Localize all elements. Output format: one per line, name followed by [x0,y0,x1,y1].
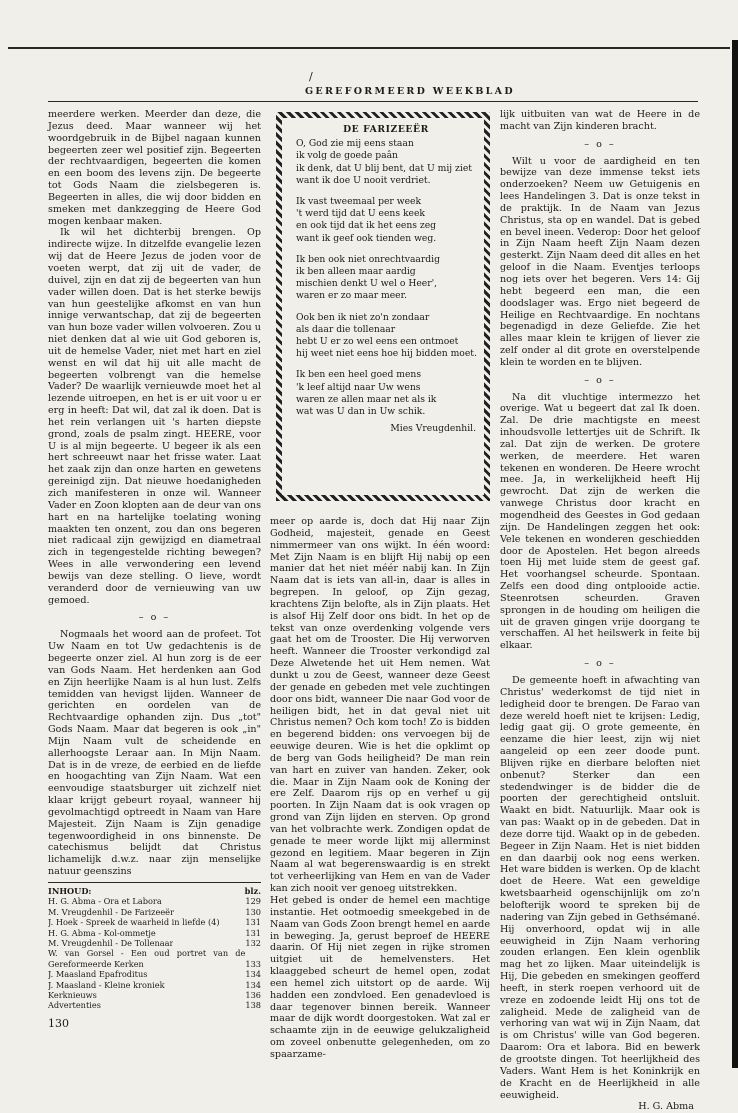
poem-line: ik ben alleen maar aardig [296,266,416,278]
paragraph: meerdere werken. Meerder dan deze, die Jezus deed. Maar wanneer wij het woordgebruik in de Bijbel nagaan kunnen begeerten zeer wel positief zijn. Begeerten der rechtvaardigen, begeerten die komen en een boom des levens zijn. De begeerte tot Gods Naam die zielsbegeren is. Begeerten in alles, die wij door bidden en smeken met dankzegging de Heere God mogen kenbaar maken. [48,109,261,227]
paragraph: Nogmaals het woord aan de profeet. Tot Uw Naam en tot Uw gedachtenis is de begeerte onzer ziel. Al hun zorg is de eer van Gods Naam. Het herdenken aan God en Zijn heerlijke Naam is al hun lust. Zelfs temidden van hevigst lijden. Wanneer de gerichten en oordelen van de Rechtvaardige ophanden zijn. Dus „tot" Gods Naam. Maar dat begeren is ook „in" Mijn Naam vult de scheidende en allerhoogste Leraar aan. In Mijn Naam. Dat is in de vreze, de eerbied en de liefde en hoogachting van Zijn Naam. Wat een eenvoudige staatsburger uit zichzelf niet klaar krijgt gebeurt royaal, wanneer hij gevolmachtigd optreedt in Naam van Hare Majesteit. Zijn Naam is Zijn genadige tegenwoordigheid in ons binnenste. De catechismus belijdt dat Christus lichamelijk d.w.z. naar zijn menselijke natuur geenszins [48,629,261,878]
poem-line: Ik ben een heel goed mens [296,369,422,381]
poem-line: 'k leef altijd naar Uw wens [296,381,421,393]
toc-page: 134 [245,969,261,980]
toc-page: 138 [245,1000,261,1011]
toc-row [48,980,261,990]
column-left [48,109,261,1011]
toc-title: M. Vreugdenhil - De Tollenaar [48,938,174,949]
header-mark: / [309,70,313,83]
poem-stanza [296,138,476,187]
paragraph: Ik wil het dichterbij brengen. Op indirecte wijze. In ditzelfde evangelie lezen wij dat de Heere Jezus de joden voor de voeten werpt, dat zij uit de vader, de duivel, zijn en dat zij de begeerten van hun vader willen doen. Dat is het sterke bewijs van hun geestelijke afkomst en van hun innige verwantschap, dat zij de begeerten van hun boze vader willen volvoeren. Zou u niet denken dat al wie uit God geboren is, uit de hemelse Vader, niet met hart en ziel wenst en wil dat hij uit alle macht de begeerten volbrengt van die hemelse Vader? De waarlijk vernieuwde moet het al lezende uitroepen, en het is er uit voor u er erg in heeft: Dat wil, dat zal ik doen. Dat is het rein verlangen uit 's harten diepste grond, zoals de psalm zingt. HEERE, voor U is al mijn begeerte. U begeer ik als een hert schreeuwt naar het frisse water. Laat het zaak zijn dan onze harten en gewetens gereinigd zijn. Dat nieuwe hoedanigheden zich manifesteren in onze wil. Wanneer Vader en Zoon klopten aan de deur van ons hart en na hartelijke toelating woning maakten ten onzent, zou dan ons begeren niet radicaal zijn gewijzigd en diametraal zich in tegengestelde richting bewegen? Wees in alle verwondering een levend bewijs van deze stelling. O lieve, wordt veranderd door de vernieuwing van uw gemoed. [48,227,261,606]
poem-line: want ik geef ook tienden weg. [296,232,437,244]
poem-line: want ik doe U nooit verdriet. [296,174,431,186]
poem-line: waren ze allen maar net als ik [296,393,437,405]
toc-title: H. G. Abma - Kol-ommetje [48,927,156,938]
toc-title: J. Maasland Epafroditus [48,969,148,980]
toc-row [48,907,261,917]
column-right [500,109,700,1113]
poem-line: 't werd tijd dat U eens keek [296,208,425,220]
poem-line: O, God zie mij eens staan [296,138,414,150]
section-separator: – o – [138,612,171,624]
toc-row [48,896,261,906]
page-edge [732,40,738,1068]
paragraph: Wilt u voor de aardigheid en ten bewijze van deze immense tekst iets onderzoeken? Neem uw Getuigenis en lees Handelingen 3. Dat is onze tekst in de praktijk. In de Naam van Jezus Christus, sta op en wandel. Dat is gebed en bevel ineen. Vederop: Door het geloof in Zijn Naam heeft Zijn Naam dezen gesterkt. Zijn Naam deed dit alles en het geloof in die Naam. Eventjes terloops nog iets over het begeren. Vers 14: Gij hebt begeerd een man, die een doodslager was. Ergo niet begeerd de Heilige en Rechtvaardige. En nochtans begenadigd in deze Geliefde. Zie het alles maar klein te krijgen of liever zie zelf onder al dit grote en overstelpende klein te worden en te blijven. [500,155,700,368]
toc-page: 130 [245,906,261,917]
paragraph: De gemeente hoeft in afwachting van Christus' wederkomst de tijd niet in ledigheid door te brengen. De Farao van deze wereld hoeft niet te krijsen: Ledig, ledig gaat gij. O grote gemeente, èn eenzame die hier leest, zijn wij niet aangeleid op een zeer doode punt. Blijven rijke en dierbare beloften niet onbenut? Sterker dan een stedendwinger is de bidder die de poorten der gerechtigheid ontsluit. Waakt en bidt. Natuurlijk. Maar ook is van pas: Waakt op in de gebeden. Dat in deze dorre tijd. Waakt op in de gebeden. Begeer in Zijn Naam. Het is niet bidden en dan daarbij ook nog eens werken. Het ware bidden is werken. Op de klacht doet de Heere. Wat een geweldige kwetsbaarheid ogenschijnlijk om zo'n belofterijk woord te spreken bij de nadering van Zijn gebed in Gethsémané. Hij onverhoord, opdat wij in alle eeuwigheid in Zijn Naam verhoring zouden erlangen. Een klein ogenblik mag het zo lijken. Maar uiteindelijk is Hij, Die gebeden en smekingen geofferd heeft, in sterk roepen verhoord uit de vreze en zodoende leidt Hij ons tot de zaligheid. Mede de zaligheid van de verhoring van wat wij in Zijn Naam, dat is om Christus' wille van God begeren. Daarom: Ora et labora. Bid en bewerk de grootste dingen. Tot heerlijkheid des Vaders. Want Hem is het Koninkrijk en de Kracht en de Heerlijkheid in alle eeuwigheid. [500,674,700,1101]
section-separator: – o – [584,658,616,670]
toc-row [48,1000,261,1010]
column-middle [270,516,490,1061]
poem-line: ik volg de goede paân [296,150,398,162]
toc-page: 131 [245,917,261,928]
header-rule [48,101,698,102]
paragraph: Na dit vluchtige intermezzo het overige. Wat u begeert dat zal Ik doen. Zal. De drie machtigste en meest inhoudsvolle lettertjes uit de Schrift. Ik zal. Dat zijn de werken. De grotere werken, de meerdere. Het waren tekenen en wonderen. De Heere wrocht mee. Ja, in werkelijkheid heeft Hij gewrocht. Dat zijn de werken die vanwege Christus door kracht en mogendheid des Geestes in God gedaan zijn. De Handelingen zeggen het ook: Vele tekenen en wonderen geschiedden door de Apostelen. Het begon alreeds toen Hij met luide stem de geest gaf. Het voorhangsel scheurde. Spontaan. Zelfs een dood ding ontplooide actie. Steenrotsen scheurden. Graven sprongen in de houding om heiligen die uit de graven gingen vrije doorgang te verschaffen. Al het heilswerk in feite bij elkaar. [500,391,700,652]
toc-title: J. Hoek - Spreek de waarheid in liefde (4) [48,917,220,928]
poem-line: als daar die tollenaar [296,323,396,335]
poem-stanza [296,312,476,361]
poem-line: waren er zo maar meer. [296,290,407,302]
toc-title: Advertenties [48,1000,101,1011]
poem-author: Mies Vreugdenhil. [390,423,476,435]
toc-title: W. van Gorsel - Een oud portret van de Gereformeerde Kerken [48,948,246,969]
page-number: 130 [48,1017,69,1030]
table-of-contents [48,882,261,1011]
toc-page: 131 [245,927,261,938]
toc-page: 136 [245,990,261,1001]
poem-line: hebt U er zo wel eens een ontmoet [296,336,459,348]
top-rule [8,47,730,49]
toc-title: Kerknieuws [48,990,97,1001]
author-signature: H. G. Abma [638,1101,694,1113]
poem-title: DE FARIZEEËR [343,124,429,135]
poem-line: en ook tijd dat ik het eens zeg [296,220,437,232]
toc-page: 134 [245,979,261,990]
paragraph: Het gebed is onder de hemel een machtige instantie. Het ootmoedig smeekgebed in de Naam van Gods Zoon brengt hemel en aarde in beweging. Ja, gerust beproef de HEERE daarin. Of Hij niet zegen in rijke stromen uitgiet uit de hemelvensters. Het klaaggebed scheurt de hemel open, zodat een hemel zich uitstort op de aarde. Wij hadden een zondvloed. Een genadevloed is daar tegenover binnen bereik. Wanneer maar de dijk wordt doorgestoken. Wat zal er schaamte zijn in de eeuwige gelukzaligheid om zoveel onbenutte gelegenheden, om zo spaarzame- [270,895,490,1060]
poem-stanza [296,254,476,303]
paragraph: lijk uitbuiten van wat de Heere in de macht van Zijn kinderen bracht. [500,109,700,132]
toc-row [48,948,261,969]
toc-row [48,990,261,1000]
poem-line: hij weet niet eens hoe hij bidden moet. [296,348,477,360]
poem-box [276,112,490,501]
section-separator: – o – [584,374,616,386]
toc-row [48,969,261,979]
toc-page: 129 [245,896,261,907]
paragraph: meer op aarde is, doch dat Hij naar Zijn Godheid, majesteit, genade en Geest nimmermeer van ons wijkt. In één woord: Met Zijn Naam is en blijft Hij nabij op een manier dat het niet méér nabij kan. In Zijn Naam dat is iets van all-in, daar is alles in begrepen. In geloof, op Zijn gezag, krachtens Zijn belofte, als in Zijn plaats. Het is alsof Hij Zelf door ons bidt. In het op de tekst van onze overdenking volgende vers gaat het om de Trooster. Die Hij verworven heeft. Wanneer die Trooster verkondigd zal Deze Alwetende het uit Hem nemen. Wat dunkt u zou de Geest, wanneer deze Geest der genade en gebeden met vele zuchtingen door ons bidt, wanneer Die naar God voor de heiligen bidt, het in dat geval niet uit Christus nemen? Och kom toch! Zo is bidden en begerend bidden: ons vervoegen bij de eeuwige deuren. Wie is het die opklimt op de berg van Gods heiligheid? De man rein van hart en zuiver van handen. Zeker, ook die. Maar in Zijn Naam ook de Koning der ere Zelf. Daarom rijs op en verhef u gij poorten. In Zijn Naam dat is ook vragen op grond van Zijn lijden en sterven. Op grond van het volbrachte werk. Zondigen opdat de genade te meer worde lijkt mij allerminst gezond en legitiem. Maar begeren in Zijn Naam al wat begerenswaardig is en strekt tot verheerlijking van Hem en van de Vader kan zich nooit ver genoeg uitstrekken. [270,516,490,895]
toc-row [48,938,261,948]
poem-stanza [296,369,476,418]
toc-row [48,928,261,938]
toc-header [48,886,261,896]
toc-heading: INHOUD: [48,886,92,896]
section-separator: – o – [584,138,616,150]
poem-line: Ik ben ook niet onrechtvaardig [296,253,440,265]
toc-page-label: blz. [244,886,261,896]
poem-line: wat was U dan in Uw schik. [296,406,426,418]
toc-page: 133 [245,958,261,969]
toc-row [48,917,261,927]
toc-title: J. Maasland - Kleine kroniek [48,979,165,990]
toc-title: M. Vreugdenhil - De Farizeeër [48,906,174,917]
toc-page: 132 [245,938,261,949]
poem-line: mischien denkt U wel o Heer', [296,278,438,290]
poem-line: ik denk, dat U blij bent, dat U mij ziet [296,162,472,174]
publication-title: GEREFORMEERD WEEKBLAD [305,86,515,97]
poem-stanza [296,196,476,245]
toc-title: H. G. Abma - Ora et Labora [48,896,162,907]
poem-line: Ik vast tweemaal per week [296,196,422,208]
poem-line: Ook ben ik niet zo'n zondaar [296,311,430,323]
